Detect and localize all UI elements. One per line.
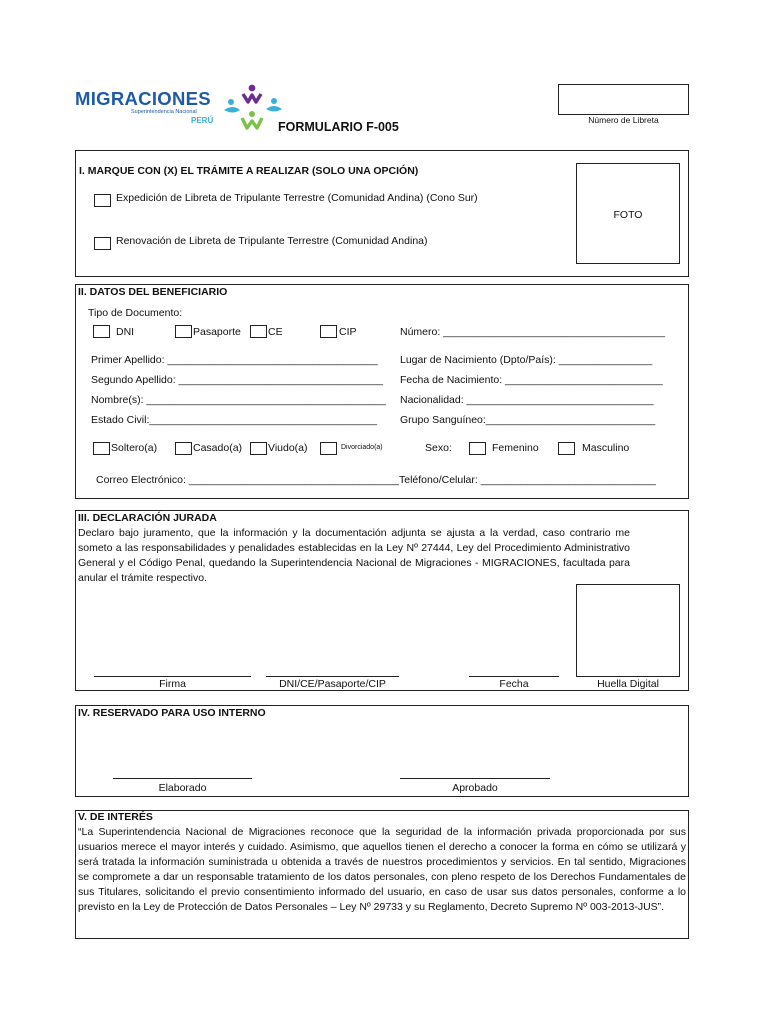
form-title: FORMULARIO F-005 <box>278 120 399 134</box>
aprobado-line[interactable] <box>400 778 550 779</box>
libreta-number-label: Número de Libreta <box>588 115 659 125</box>
ce-label: CE <box>268 326 283 338</box>
fecha-line[interactable] <box>469 676 559 677</box>
photo-label: FOTO <box>613 209 643 221</box>
aprobado-label: Aprobado <box>452 782 498 794</box>
casado-checkbox[interactable] <box>175 442 192 455</box>
cip-checkbox[interactable] <box>320 325 337 338</box>
divorciado-label: Divorciado(a) <box>341 444 383 451</box>
primer-apellido-field[interactable]: Primer Apellido: ____________________________________ <box>91 354 378 366</box>
segundo-apellido-field[interactable]: Segundo Apellido: ___________________________________ <box>91 374 383 386</box>
sexo-label: Sexo: <box>425 442 452 454</box>
masculino-label: Masculino <box>582 442 630 454</box>
logo-emblem-icon <box>223 84 285 130</box>
nacionalidad-field[interactable]: Nacionalidad: ________________________________ <box>400 394 654 406</box>
pasaporte-label: Pasaporte <box>193 326 241 338</box>
logo <box>75 84 290 134</box>
cip-label: CIP <box>339 326 357 338</box>
option-expedicion-checkbox[interactable] <box>94 194 111 207</box>
soltero-checkbox[interactable] <box>93 442 110 455</box>
lugar-nacimiento-field[interactable]: Lugar de Nacimiento (Dpto/País): ________________ <box>400 354 653 366</box>
option-expedicion-label: Expedición de Libreta de Tripulante Terrestre (Comunidad Andina) (Cono Sur) <box>116 192 478 204</box>
femenino-label: Femenino <box>492 442 539 454</box>
soltero-label: Soltero(a) <box>111 442 158 454</box>
elaborado-line[interactable] <box>113 778 252 779</box>
nombres-field[interactable]: Nombre(s): _________________________________________ <box>91 394 386 406</box>
huella-box <box>576 584 680 677</box>
libreta-number-box[interactable] <box>558 84 689 115</box>
numero-field[interactable]: Número: ______________________________________ <box>400 326 666 338</box>
correo-field[interactable]: Correo Electrónico: ____________________________________ <box>96 474 400 486</box>
pasaporte-checkbox[interactable] <box>175 325 192 338</box>
masculino-checkbox[interactable] <box>558 442 575 455</box>
telefono-field[interactable]: Teléfono/Celular: ______________________________ <box>399 474 656 486</box>
section-4-title: IV. RESERVADO PARA USO INTERNO <box>78 707 266 719</box>
option-renovacion-label: Renovación de Libreta de Tripulante Terrestre (Comunidad Andina) <box>116 235 428 247</box>
fecha-label: Fecha <box>499 678 529 690</box>
viudo-checkbox[interactable] <box>250 442 267 455</box>
section-3-title: III. DECLARACIÓN JURADA <box>78 512 217 524</box>
documento-label: DNI/CE/Pasaporte/CIP <box>279 678 386 690</box>
estado-civil-field[interactable]: Estado Civil:_______________________________________ <box>91 414 378 426</box>
ce-checkbox[interactable] <box>250 325 267 338</box>
casado-label: Casado(a) <box>193 442 243 454</box>
section-5-title: V. DE INTERÉS <box>78 811 153 823</box>
grupo-sanguineo-field[interactable]: Grupo Sanguíneo:_____________________________ <box>400 414 656 426</box>
declaracion-text: Declaro bajo juramento, que la información y la documentación adjunta se ajusta a la verdad, caso contrario me someto a las responsabilidades y penalidades establecidas en la Ley Nº 27444, Ley del Procedimiento Administrativo General y el Código Penal, quedando la Superintendencia Nacional de Migraciones - MIGRACIONES, facultada para anular el trámite respectivo. <box>78 527 630 584</box>
dni-checkbox[interactable] <box>93 325 110 338</box>
firma-line[interactable] <box>94 676 251 677</box>
viudo-label: Viudo(a) <box>268 442 308 454</box>
dni-label: DNI <box>116 326 135 338</box>
divorciado-checkbox[interactable] <box>320 442 337 455</box>
section-1-title: I. MARQUE CON (X) EL TRÁMITE A REALIZAR (SOLO UNA OPCIÓN) <box>79 165 419 177</box>
logo-country: PERÚ <box>191 116 214 125</box>
option-renovacion-checkbox[interactable] <box>94 237 111 250</box>
huella-label: Huella Digital <box>597 678 659 690</box>
elaborado-label: Elaborado <box>158 782 207 794</box>
fecha-nacimiento-field[interactable]: Fecha de Nacimiento: ___________________________ <box>400 374 663 386</box>
femenino-checkbox[interactable] <box>469 442 486 455</box>
section-2-title: II. DATOS DEL BENEFICIARIO <box>78 286 228 298</box>
firma-label: Firma <box>159 678 186 690</box>
logo-subtitle: Superintendencia Nacional <box>131 109 197 115</box>
interes-text: “La Superintendencia Nacional de Migraciones reconoce que la seguridad de la información privada proporcionada por sus usuarios merece el mayor interés y cuidado. Asimismo, que aquellos tienen el derecho a conocer la forma en cómo se utilizará y será tratada la información suministrada u obtenida a través de nuestros procedimientos y servicios. En tal sentido, Migraciones se compromete a dar un responsable tratamiento de los datos personales, con pleno respeto de los Derechos Fundamentales de sus Titulares, solicitando el previo consentimiento informado del usuario, en caso de usar sus datos personales, conforme a lo previsto en la Ley de Protección de Datos Personales – Ley Nº 29733 y su Reglamento, Decreto Supremo Nº 003-2013-JUS”. <box>78 826 686 913</box>
documento-line[interactable] <box>266 676 399 677</box>
logo-wordmark: MIGRACIONES <box>75 88 211 109</box>
tipo-documento-label: Tipo de Documento: <box>88 307 183 319</box>
